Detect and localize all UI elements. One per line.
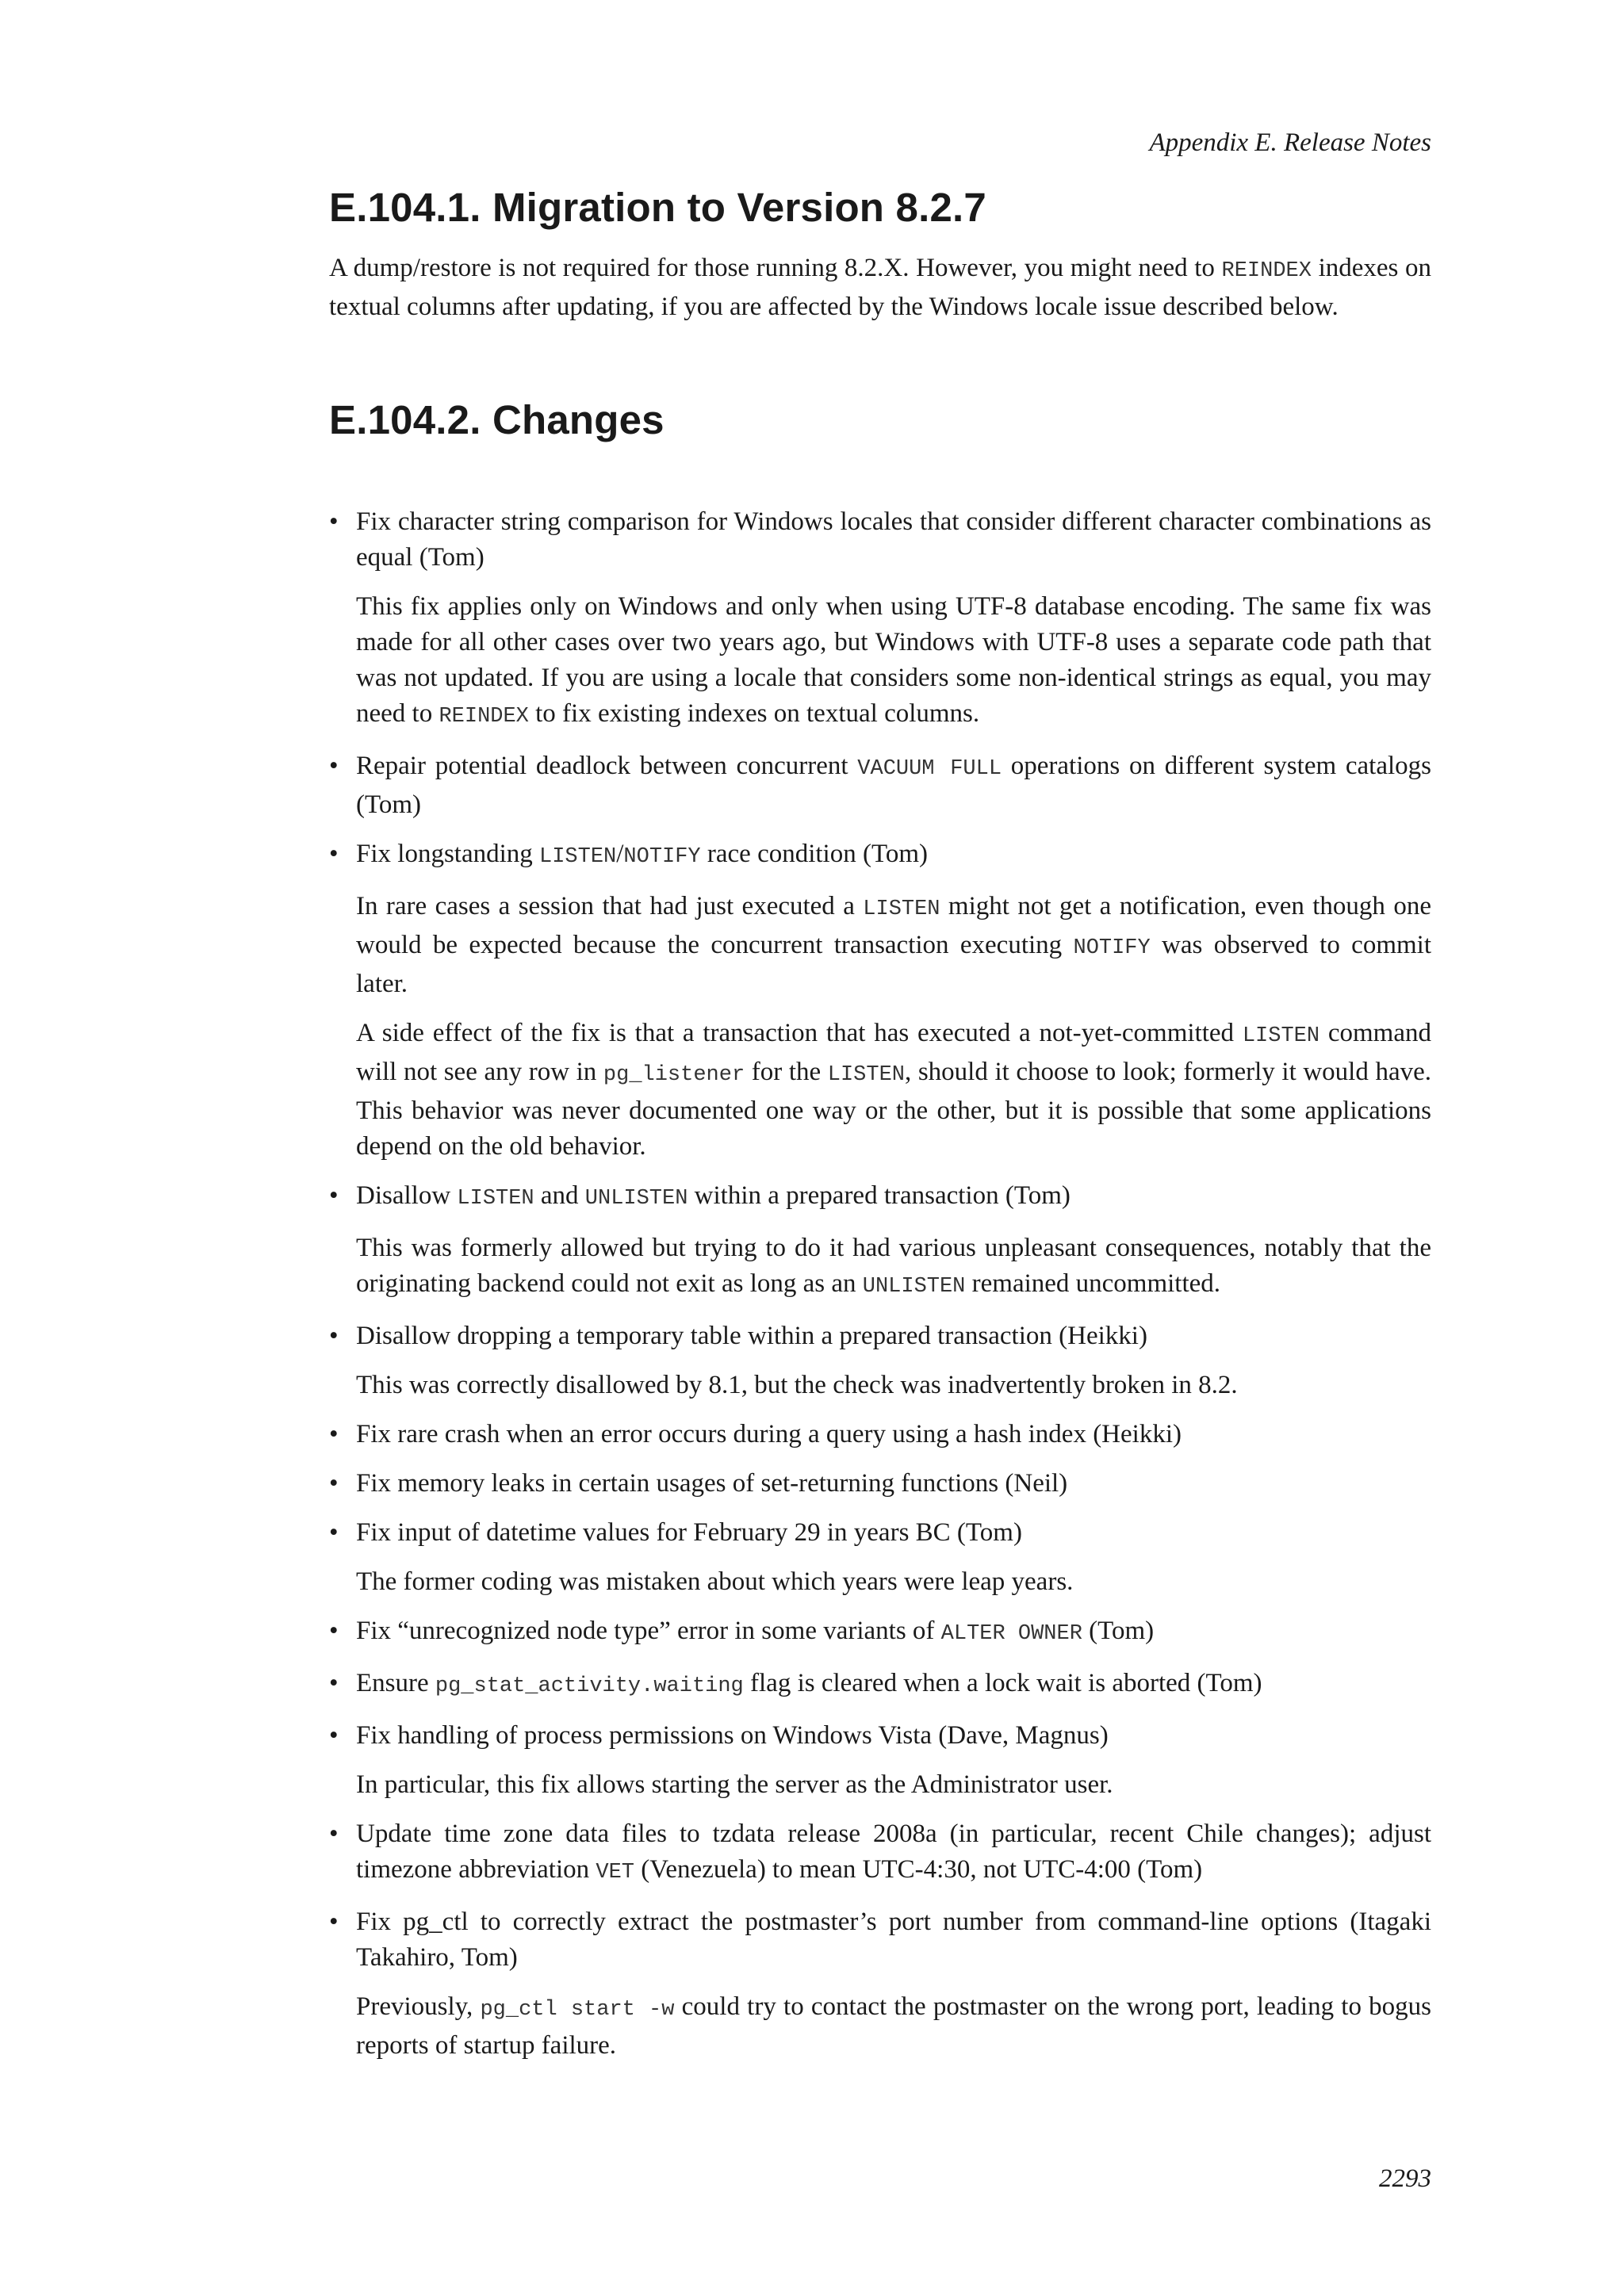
list-item: • Fix pg_ctl to correctly extract the postmaster’s port number from command-line options (Itagaki Takahiro, Tom) Previously, pg_ctl start -w could try to contact the postmaster on the wrong port, leading to bogus reports of startup failure. — [329, 1904, 1431, 2064]
list-item: • Fix “unrecognized node type” error in some variants of ALTER OWNER (Tom) — [329, 1613, 1431, 1652]
list-item: • Update time zone data files to tzdata release 2008a (in particular, recent Chile changes); adjust timezone abbreviation VET (Venezuela) to mean UTC-4:30, not UTC-4:00 (Tom) — [329, 1816, 1431, 1891]
list-item: • Fix character string comparison for Windows locales that consider different character combinations as equal (Tom) This fix applies only on Windows and only when using UTF-8 database encoding. The same fix was made for all other cases over two years ago, but Windows with UTF-8 uses a separate code path that was not updated. If you are using a locale that considers some non-identical strings as equal, you may need to REINDEX to fix existing indexes on textual columns. — [329, 504, 1431, 735]
section-heading-changes: E.104.2. Changes — [329, 397, 665, 442]
bullet-icon: • — [329, 1322, 339, 1350]
bullet-icon: • — [329, 1820, 339, 1848]
bullet-icon: • — [329, 507, 339, 536]
bullet-icon: • — [329, 752, 339, 780]
inline-code: REINDEX — [1221, 259, 1312, 283]
list-item: • Fix longstanding LISTEN/NOTIFY race condition (Tom) In rare cases a session that had just executed a LISTEN might not get a notification, even though one would be expected because the concurrent transaction executing NOTIFY was observed to commit later. A side effect of the fix is that a transaction that has executed a not-yet-committed LISTEN command will not see any row in pg_listener for the LISTEN, should it choose to look; formerly it would have. This behavior was never documented one way or the other, but it is possible that some applications depend on the old behavior. — [329, 836, 1431, 1165]
running-header: Appendix E. Release Notes — [1149, 128, 1431, 157]
migration-paragraph: A dump/restore is not required for those running 8.2.X. However, you might need to REINDEX indexes on textual columns after updating, if you are affected by the Windows locale issue described below. — [329, 254, 1431, 321]
list-item: • Fix rare crash when an error occurs during a query using a hash index (Heikki) — [329, 1417, 1431, 1452]
bullet-icon: • — [329, 1181, 339, 1210]
bullet-icon: • — [329, 1908, 339, 1936]
bullet-icon: • — [329, 1669, 339, 1697]
list-item: • Fix memory leaks in certain usages of set-returning functions (Neil) — [329, 1466, 1431, 1502]
changes-list — [329, 504, 1431, 2077]
bullet-icon: • — [329, 1469, 339, 1498]
list-item: • Ensure pg_stat_activity.waiting flag is cleared when a lock wait is aborted (Tom) — [329, 1666, 1431, 1705]
list-item: • Fix handling of process permissions on Windows Vista (Dave, Magnus) In particular, this fix allows starting the server as the Administrator user. — [329, 1718, 1431, 1803]
section-heading-migration: E.104.1. Migration to Version 8.2.7 — [329, 185, 986, 230]
page-number: 2293 — [1379, 2164, 1431, 2193]
list-item: • Disallow LISTEN and UNLISTEN within a prepared transaction (Tom) This was formerly allowed but trying to do it had various unpleasant consequences, notably that the originating backend could not exit as long as an UNLISTEN remained uncommitted. — [329, 1178, 1431, 1305]
bullet-icon: • — [329, 1721, 339, 1750]
list-item: • Disallow dropping a temporary table within a prepared transaction (Heikki) This was correctly disallowed by 8.1, but the check was inadvertently broken in 8.2. — [329, 1318, 1431, 1403]
bullet-icon: • — [329, 1518, 339, 1547]
bullet-icon: • — [329, 1420, 339, 1448]
list-item: • Repair potential deadlock between concurrent VACUUM FULL operations on different system catalogs (Tom) — [329, 748, 1431, 823]
bullet-icon: • — [329, 840, 339, 868]
bullet-icon: • — [329, 1617, 339, 1645]
list-item: • Fix input of datetime values for February 29 in years BC (Tom) The former coding was mistaken about which years were leap years. — [329, 1515, 1431, 1600]
